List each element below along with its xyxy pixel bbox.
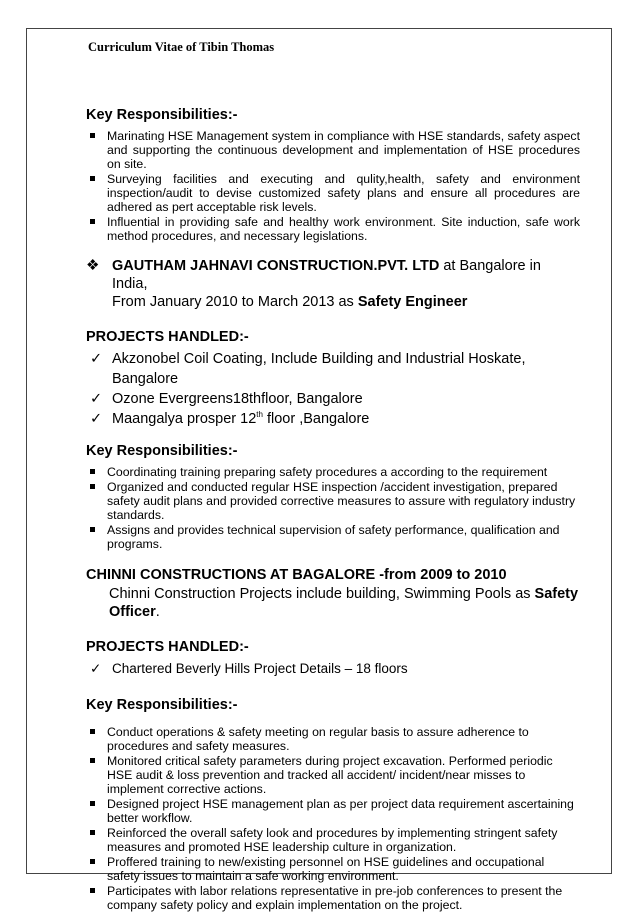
checkmark-icon: ✓ — [90, 411, 103, 427]
project-text: Maangalya prosper 12 — [112, 411, 257, 427]
company-chinni-description — [86, 585, 580, 621]
responsibilities-list — [86, 465, 580, 551]
description-suffix: . — [155, 604, 160, 620]
list-item: Assigns and provides technical supervision of safety performance, qualification and programs. — [86, 523, 580, 551]
project-text: Chartered Beverly Hills Project Details – 18 floors — [112, 661, 408, 676]
list-item — [90, 659, 580, 679]
company-name: GAUTHAM JAHNAVI CONSTRUCTION.PVT. LTD — [112, 258, 440, 274]
responsibilities-list — [86, 725, 580, 912]
project-text-suffix: floor ,Bangalore — [262, 411, 370, 427]
list-item: Conduct operations & safety meeting on regular basis to assure adherence to procedures and safety measures. — [86, 725, 580, 753]
projects-heading: PROJECTS HANDLED:- — [86, 639, 249, 655]
projects-list — [86, 349, 580, 429]
company-gautham — [86, 257, 580, 311]
diamond-bullet-icon: ❖ — [86, 257, 100, 274]
list-item: Influential in providing safe and healthy work environment. Site induction, safe work method procedures, and necessary legislations. — [86, 215, 580, 243]
company-role: Safety Engineer — [357, 294, 468, 310]
description-text: Chinni Construction Projects include building, Swimming Pools as — [109, 586, 535, 602]
responsibilities-list — [86, 129, 580, 243]
checkmark-icon: ✓ — [90, 661, 102, 676]
company-period: From January 2010 to March 2013 as — [112, 294, 358, 310]
list-item: Surveying facilities and executing and qulity,health, safety and environment inspection/audit to devise customized safety plans and ensure all procedures are adhered as pert acceptable risk levels. — [86, 172, 580, 214]
cv-content — [86, 107, 580, 913]
project-text: Akzonobel Coil Coating, Include Building and Industrial Hoskate, Bangalore — [112, 351, 526, 387]
project-text: Ozone Evergreens18thfloor, Bangalore — [112, 391, 363, 407]
projects-list — [86, 659, 580, 679]
list-item — [90, 389, 580, 409]
list-item — [90, 349, 580, 389]
list-item: Proffered training to new/existing personnel on HSE guidelines and occupational safety issues to maintain a safe working environment. — [86, 855, 580, 883]
key-responsibilities-heading: Key Responsibilities:- — [86, 697, 238, 713]
list-item: Organized and conducted regular HSE inspection /accident investigation, prepared safety audit plans and provided corrective measures to assure with regulatory industry standards. — [86, 480, 580, 522]
key-responsibilities-heading: Key Responsibilities:- — [86, 107, 238, 123]
company-role: Safety Officer — [109, 586, 579, 620]
list-item: Marinating HSE Management system in compliance with HSE standards, safety aspect and supporting the continuous development and implementation of HSE procedures on site. — [86, 129, 580, 171]
page-header: Curriculum Vitae of Tibin Thomas — [88, 40, 275, 54]
list-item: Monitored critical safety parameters during project excavation. Performed periodic HSE audit & loss prevention and tracked all accident/ incident/near misses to implement corrective actions. — [86, 754, 580, 796]
list-item: Designed project HSE management plan as per project data requirement ascertaining better workflow. — [86, 797, 580, 825]
projects-heading: PROJECTS HANDLED:- — [86, 329, 249, 345]
list-item — [90, 409, 580, 429]
checkmark-icon: ✓ — [90, 351, 103, 367]
list-item: Coordinating training preparing safety procedures a according to the requirement — [86, 465, 580, 479]
company-chinni-heading: CHINNI CONSTRUCTIONS AT BAGALORE -from 2009 to 2010 — [86, 567, 507, 583]
company-location: at Bangalore in India, — [112, 258, 541, 292]
list-item: Reinforced the overall safety look and procedures by implementing stringent safety measures and promoted HSE leadership culture in organization. — [86, 826, 580, 854]
superscript: th — [256, 410, 263, 420]
list-item: Participates with labor relations representative in pre-job conferences to present the company safety policy and explain implementation on the project. — [86, 884, 580, 912]
checkmark-icon: ✓ — [90, 391, 103, 407]
key-responsibilities-heading: Key Responsibilities:- — [86, 443, 238, 459]
